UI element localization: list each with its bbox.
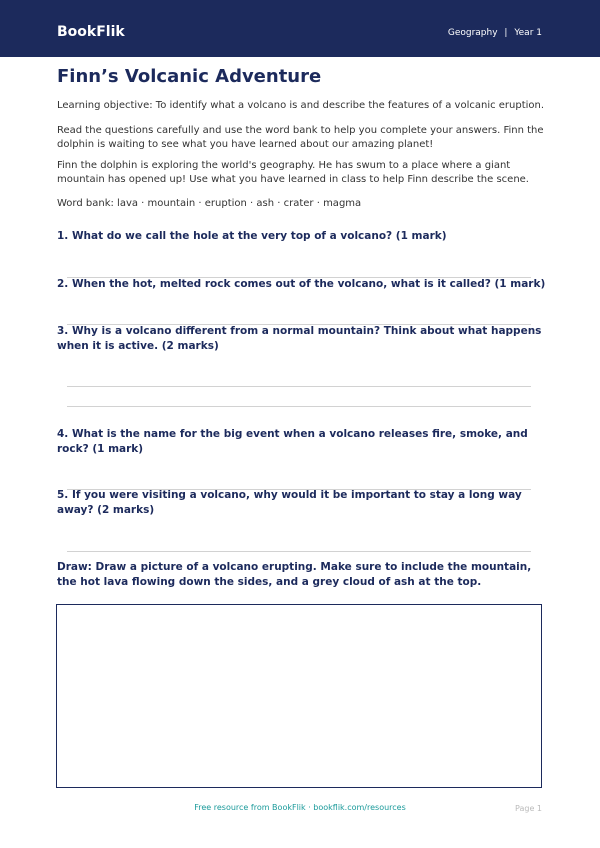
meta-separator: |: [504, 28, 508, 38]
answer-line[interactable]: [67, 386, 531, 387]
drawing-area[interactable]: [56, 604, 542, 788]
page-number: Page 1: [515, 804, 542, 813]
subject-label: Geography: [447, 28, 498, 38]
question-5: 5. If you were visiting a volcano, why would it be important to stay a long way away? (2 marks): [57, 489, 522, 516]
page-title: Finn’s Volcanic Adventure: [57, 66, 322, 87]
question-3: 3. Why is a volcano different from a normal mountain? Think about what happens when it is active. (2 marks): [57, 325, 542, 352]
learning-objective: Learning objective: To identify what a volcano is and describe the features of a volcanic eruption.: [57, 100, 545, 111]
draw-prompt: Draw: Draw a picture of a volcano erupting. Make sure to include the mountain, the hot lava flowing down the sides, and a grey cloud of ash at the top.: [57, 561, 532, 588]
scenario-text: Finn the dolphin is exploring the world's geography. He has swum to a place where a giant mountain has opened up! Use what you have learned in class to help Finn describe the scene.: [57, 160, 529, 185]
answer-line[interactable]: [67, 406, 531, 407]
question-1: 1. What do we call the hole at the very top of a volcano? (1 mark): [57, 230, 447, 242]
answer-line[interactable]: [67, 551, 531, 552]
footer-text: Free resource from BookFlik · bookflik.com/resources: [194, 803, 406, 812]
question-2: 2. When the hot, melted rock comes out of the volcano, what is it called? (1 mark): [57, 278, 546, 290]
brand-logo: BookFlik: [57, 24, 125, 40]
intro-text: Read the questions carefully and use the word bank to help you complete your answers. Finn the dolphin is waiting to see what you have learned about our amazing planet!: [57, 125, 544, 150]
year-label: Year 1: [514, 28, 542, 38]
question-4: 4. What is the name for the big event when a volcano releases fire, smoke, and rock? (1 mark): [57, 428, 528, 455]
word-bank: Word bank: lava · mountain · eruption · ash · crater · magma: [57, 198, 362, 209]
subject-year: [448, 27, 542, 39]
page-header: [0, 0, 600, 57]
